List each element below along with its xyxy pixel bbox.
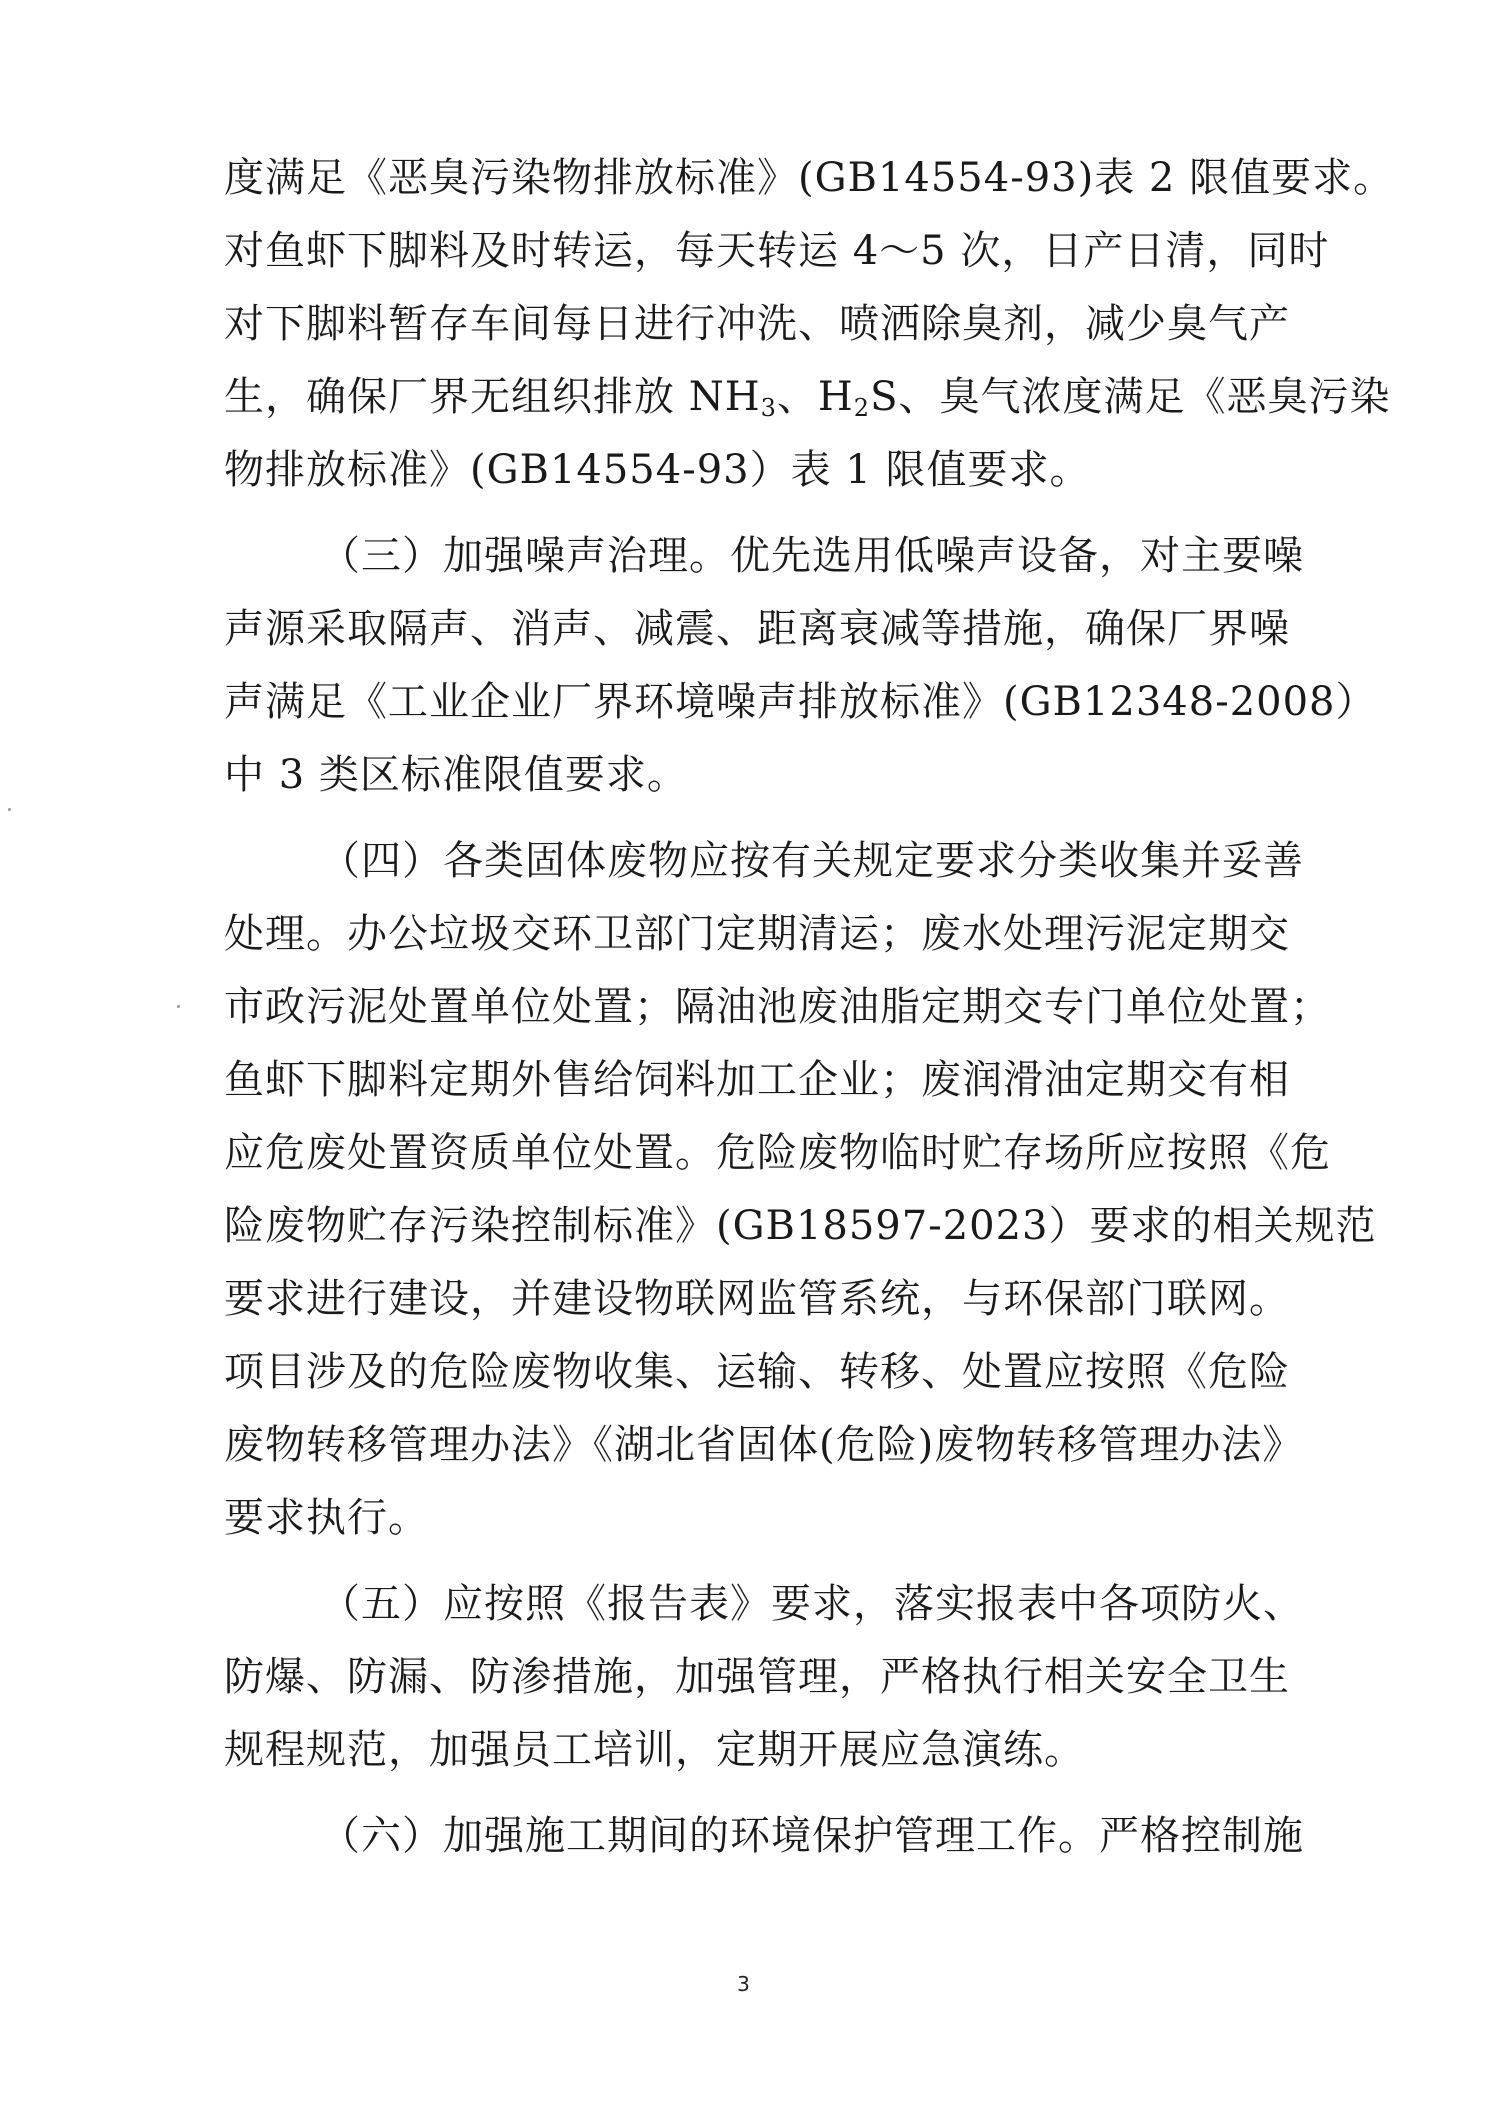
text-line: 对鱼虾下脚料及时转运，每天转运 4～5 次，日产日清，同时 [224,228,1330,274]
text-segment: 、H [776,374,854,420]
scan-speck [8,808,11,811]
paragraph-heading-line: （六）加强施工期间的环境保护管理工作。严格控制施 [320,1813,1304,1859]
text-line: 鱼虾下脚料定期外售给饲料加工企业；废润滑油定期交有相 [224,1057,1290,1103]
text-line: 规程规范，加强员工培训，定期开展应急演练。 [224,1727,1085,1773]
text-line: 度满足《恶臭污染物排放标准》(GB14554-93)表 2 限值要求。 [224,155,1395,201]
ammonia-subscript: 3 [760,394,777,422]
text-line: 市政污泥处置单位处置；隔油池废油脂定期交专门单位处置； [224,984,1331,1030]
text-line: 声源采取隔声、消声、减震、距离衰减等措施，确保厂界噪 [224,606,1290,652]
text-line-with-formulas [224,361,1391,433]
scan-speck [177,1005,180,1008]
text-segment: 生，确保厂界无组织排放 NH [224,374,761,420]
page-number: 3 [737,1972,750,1996]
text-line: 险废物贮存污染控制标准》(GB18597-2023）要求的相关规范 [224,1203,1377,1249]
text-line: 要求执行。 [224,1495,429,1541]
text-line: 项目涉及的危险废物收集、运输、转移、处置应按照《危险 [224,1349,1290,1395]
text-line: 对下脚料暂存车间每日进行冲洗、喷洒除臭剂，减少臭气产 [224,301,1290,347]
paragraph-heading-line: （五）应按照《报告表》要求，落实报表中各项防火、 [320,1581,1304,1627]
paragraph-heading-line: （四）各类固体废物应按有关规定要求分类收集并妥善 [320,838,1304,884]
text-line: 中 3 类区标准限值要求。 [224,752,688,798]
paragraph-heading-line: （三）加强噪声治理。优先选用低噪声设备，对主要噪 [320,533,1304,579]
hydrogen-sulfide-subscript: 2 [853,394,871,422]
text-line: 处理。办公垃圾交环卫部门定期清运；废水处理污泥定期交 [224,911,1290,957]
text-segment: S、臭气浓度满足《恶臭污染 [870,374,1391,420]
text-line: 声满足《工业企业厂界环境噪声排放标准》(GB12348-2008） [224,679,1377,725]
text-line: 废物转移管理办法》《湖北省固体(危险)废物转移管理办法》 [224,1422,1304,1468]
text-line: 应危废处置资质单位处置。危险废物临时贮存场所应按照《危 [224,1130,1331,1176]
text-line: 要求进行建设，并建设物联网监管系统，与环保部门联网。 [224,1276,1290,1322]
text-line: 物排放标准》(GB14554-93）表 1 限值要求。 [224,447,1091,493]
text-line: 防爆、防漏、防渗措施，加强管理，严格执行相关安全卫生 [224,1654,1290,1700]
